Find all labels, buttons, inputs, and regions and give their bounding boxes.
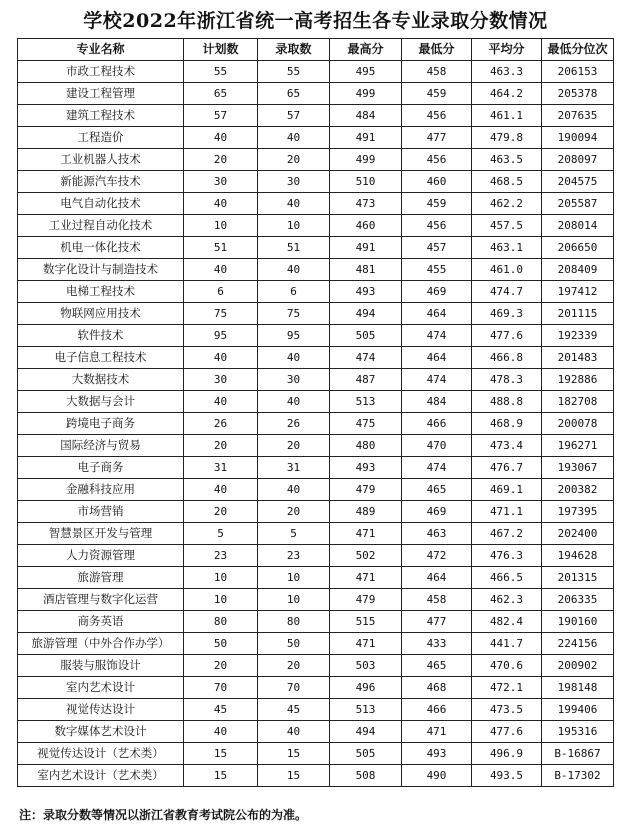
min-rank-cell: 198148 bbox=[542, 677, 614, 699]
min-rank-cell: 200382 bbox=[542, 479, 614, 501]
major-name-cell: 物联网应用技术 bbox=[18, 303, 184, 325]
admitted-count-cell: 70 bbox=[258, 677, 330, 699]
min-score-cell: 458 bbox=[402, 61, 472, 83]
table-row bbox=[18, 567, 614, 589]
max-score-cell: 481 bbox=[330, 259, 402, 281]
admitted-count-cell: 20 bbox=[258, 655, 330, 677]
major-name-cell: 服装与服饰设计 bbox=[18, 655, 184, 677]
avg-score-cell: 463.1 bbox=[472, 237, 542, 259]
admitted-count-cell: 30 bbox=[258, 369, 330, 391]
admitted-count-cell: 40 bbox=[258, 259, 330, 281]
major-name-cell: 机电一体化技术 bbox=[18, 237, 184, 259]
avg-score-cell: 470.6 bbox=[472, 655, 542, 677]
avg-score-cell: 468.9 bbox=[472, 413, 542, 435]
min-rank-cell: 197412 bbox=[542, 281, 614, 303]
major-name-cell: 软件技术 bbox=[18, 325, 184, 347]
table-row bbox=[18, 83, 614, 105]
min-rank-cell: 199406 bbox=[542, 699, 614, 721]
table-body bbox=[18, 61, 614, 787]
max-score-cell: 493 bbox=[330, 457, 402, 479]
plan-count-cell: 50 bbox=[184, 633, 258, 655]
min-score-cell: 469 bbox=[402, 281, 472, 303]
plan-count-cell: 70 bbox=[184, 677, 258, 699]
plan-count-cell: 20 bbox=[184, 149, 258, 171]
admitted-count-cell: 6 bbox=[258, 281, 330, 303]
avg-score-cell: 461.1 bbox=[472, 105, 542, 127]
min-rank-cell: 205378 bbox=[542, 83, 614, 105]
avg-score-cell: 474.7 bbox=[472, 281, 542, 303]
admitted-count-cell: 45 bbox=[258, 699, 330, 721]
plan-count-cell: 5 bbox=[184, 523, 258, 545]
table-row bbox=[18, 611, 614, 633]
plan-count-cell: 40 bbox=[184, 347, 258, 369]
min-score-cell: 463 bbox=[402, 523, 472, 545]
major-name-cell: 旅游管理（中外合作办学） bbox=[18, 633, 184, 655]
avg-score-cell: 469.3 bbox=[472, 303, 542, 325]
major-name-cell: 智慧景区开发与管理 bbox=[18, 523, 184, 545]
max-score-cell: 471 bbox=[330, 567, 402, 589]
major-name-cell: 工业过程自动化技术 bbox=[18, 215, 184, 237]
min-score-cell: 465 bbox=[402, 655, 472, 677]
min-rank-cell: 192886 bbox=[542, 369, 614, 391]
min-rank-cell: 204575 bbox=[542, 171, 614, 193]
admitted-count-cell: 15 bbox=[258, 765, 330, 787]
max-score-cell: 473 bbox=[330, 193, 402, 215]
admitted-count-cell: 40 bbox=[258, 193, 330, 215]
table-row bbox=[18, 435, 614, 457]
min-rank-cell: 205587 bbox=[542, 193, 614, 215]
major-name-cell: 电气自动化技术 bbox=[18, 193, 184, 215]
avg-score-cell: 488.8 bbox=[472, 391, 542, 413]
admitted-count-cell: 10 bbox=[258, 215, 330, 237]
major-name-cell: 商务英语 bbox=[18, 611, 184, 633]
column-header: 平均分 bbox=[472, 39, 542, 61]
max-score-cell: 495 bbox=[330, 61, 402, 83]
admitted-count-cell: 26 bbox=[258, 413, 330, 435]
avg-score-cell: 471.1 bbox=[472, 501, 542, 523]
max-score-cell: 475 bbox=[330, 413, 402, 435]
table-row bbox=[18, 61, 614, 83]
major-name-cell: 市政工程技术 bbox=[18, 61, 184, 83]
min-score-cell: 474 bbox=[402, 325, 472, 347]
table-row bbox=[18, 655, 614, 677]
max-score-cell: 513 bbox=[330, 391, 402, 413]
min-score-cell: 458 bbox=[402, 589, 472, 611]
plan-count-cell: 31 bbox=[184, 457, 258, 479]
table-row bbox=[18, 347, 614, 369]
avg-score-cell: 472.1 bbox=[472, 677, 542, 699]
min-score-cell: 457 bbox=[402, 237, 472, 259]
table-row bbox=[18, 765, 614, 787]
footnote: 注：录取分数等情况以浙江省教育考试院公布的为准。 bbox=[19, 808, 308, 822]
min-score-cell: 465 bbox=[402, 479, 472, 501]
avg-score-cell: 462.2 bbox=[472, 193, 542, 215]
admitted-count-cell: 20 bbox=[258, 501, 330, 523]
table-row bbox=[18, 237, 614, 259]
min-score-cell: 469 bbox=[402, 501, 472, 523]
table-row bbox=[18, 721, 614, 743]
min-rank-cell: 194628 bbox=[542, 545, 614, 567]
admitted-count-cell: 50 bbox=[258, 633, 330, 655]
max-score-cell: 499 bbox=[330, 83, 402, 105]
column-header: 录取数 bbox=[258, 39, 330, 61]
admitted-count-cell: 40 bbox=[258, 479, 330, 501]
min-rank-cell: 224156 bbox=[542, 633, 614, 655]
min-score-cell: 466 bbox=[402, 699, 472, 721]
table-row bbox=[18, 479, 614, 501]
major-name-cell: 旅游管理 bbox=[18, 567, 184, 589]
major-name-cell: 建设工程管理 bbox=[18, 83, 184, 105]
min-rank-cell: 200902 bbox=[542, 655, 614, 677]
max-score-cell: 503 bbox=[330, 655, 402, 677]
max-score-cell: 508 bbox=[330, 765, 402, 787]
admitted-count-cell: 20 bbox=[258, 149, 330, 171]
min-rank-cell: 208409 bbox=[542, 259, 614, 281]
avg-score-cell: 473.4 bbox=[472, 435, 542, 457]
admitted-count-cell: 75 bbox=[258, 303, 330, 325]
page-title: 学校2022年浙江省统一高考招生各专业录取分数情况 bbox=[83, 10, 548, 32]
avg-score-cell: 468.5 bbox=[472, 171, 542, 193]
min-score-cell: 477 bbox=[402, 127, 472, 149]
min-rank-cell: 182708 bbox=[542, 391, 614, 413]
avg-score-cell: 476.7 bbox=[472, 457, 542, 479]
min-score-cell: 460 bbox=[402, 171, 472, 193]
avg-score-cell: 461.0 bbox=[472, 259, 542, 281]
major-name-cell: 跨境电子商务 bbox=[18, 413, 184, 435]
max-score-cell: 493 bbox=[330, 281, 402, 303]
avg-score-cell: 476.3 bbox=[472, 545, 542, 567]
major-name-cell: 市场营销 bbox=[18, 501, 184, 523]
min-score-cell: 490 bbox=[402, 765, 472, 787]
min-rank-cell: 190094 bbox=[542, 127, 614, 149]
plan-count-cell: 15 bbox=[184, 765, 258, 787]
min-rank-cell: 196271 bbox=[542, 435, 614, 457]
table-row bbox=[18, 589, 614, 611]
min-score-cell: 474 bbox=[402, 457, 472, 479]
major-name-cell: 工业机器人技术 bbox=[18, 149, 184, 171]
min-score-cell: 464 bbox=[402, 303, 472, 325]
admitted-count-cell: 23 bbox=[258, 545, 330, 567]
avg-score-cell: 479.8 bbox=[472, 127, 542, 149]
max-score-cell: 479 bbox=[330, 479, 402, 501]
min-score-cell: 470 bbox=[402, 435, 472, 457]
min-score-cell: 459 bbox=[402, 193, 472, 215]
max-score-cell: 491 bbox=[330, 237, 402, 259]
admitted-count-cell: 40 bbox=[258, 127, 330, 149]
admitted-count-cell: 51 bbox=[258, 237, 330, 259]
column-header: 最低分 bbox=[402, 39, 472, 61]
min-rank-cell: 201115 bbox=[542, 303, 614, 325]
plan-count-cell: 57 bbox=[184, 105, 258, 127]
admitted-count-cell: 40 bbox=[258, 347, 330, 369]
avg-score-cell: 496.9 bbox=[472, 743, 542, 765]
admitted-count-cell: 10 bbox=[258, 567, 330, 589]
max-score-cell: 505 bbox=[330, 325, 402, 347]
max-score-cell: 491 bbox=[330, 127, 402, 149]
table-row bbox=[18, 149, 614, 171]
plan-count-cell: 23 bbox=[184, 545, 258, 567]
major-name-cell: 新能源汽车技术 bbox=[18, 171, 184, 193]
admitted-count-cell: 65 bbox=[258, 83, 330, 105]
table-row bbox=[18, 633, 614, 655]
avg-score-cell: 477.6 bbox=[472, 325, 542, 347]
table-row bbox=[18, 105, 614, 127]
major-name-cell: 人力资源管理 bbox=[18, 545, 184, 567]
max-score-cell: 513 bbox=[330, 699, 402, 721]
admitted-count-cell: 57 bbox=[258, 105, 330, 127]
max-score-cell: 480 bbox=[330, 435, 402, 457]
plan-count-cell: 45 bbox=[184, 699, 258, 721]
major-name-cell: 室内艺术设计（艺术类） bbox=[18, 765, 184, 787]
major-name-cell: 工程造价 bbox=[18, 127, 184, 149]
min-rank-cell: 201483 bbox=[542, 347, 614, 369]
min-score-cell: 471 bbox=[402, 721, 472, 743]
max-score-cell: 505 bbox=[330, 743, 402, 765]
plan-count-cell: 10 bbox=[184, 567, 258, 589]
table-row bbox=[18, 259, 614, 281]
min-rank-cell: 193067 bbox=[542, 457, 614, 479]
min-rank-cell: 208014 bbox=[542, 215, 614, 237]
plan-count-cell: 80 bbox=[184, 611, 258, 633]
major-name-cell: 电子信息工程技术 bbox=[18, 347, 184, 369]
table-row bbox=[18, 127, 614, 149]
table-row bbox=[18, 325, 614, 347]
table-row bbox=[18, 171, 614, 193]
plan-count-cell: 40 bbox=[184, 193, 258, 215]
admission-score-table bbox=[17, 38, 614, 787]
max-score-cell: 479 bbox=[330, 589, 402, 611]
avg-score-cell: 493.5 bbox=[472, 765, 542, 787]
min-score-cell: 456 bbox=[402, 105, 472, 127]
avg-score-cell: 469.1 bbox=[472, 479, 542, 501]
min-score-cell: 466 bbox=[402, 413, 472, 435]
avg-score-cell: 441.7 bbox=[472, 633, 542, 655]
plan-count-cell: 40 bbox=[184, 127, 258, 149]
column-header: 专业名称 bbox=[18, 39, 184, 61]
max-score-cell: 474 bbox=[330, 347, 402, 369]
major-name-cell: 大数据技术 bbox=[18, 369, 184, 391]
min-score-cell: 484 bbox=[402, 391, 472, 413]
avg-score-cell: 462.3 bbox=[472, 589, 542, 611]
admitted-count-cell: 30 bbox=[258, 171, 330, 193]
avg-score-cell: 477.6 bbox=[472, 721, 542, 743]
min-score-cell: 464 bbox=[402, 567, 472, 589]
min-score-cell: 455 bbox=[402, 259, 472, 281]
max-score-cell: 494 bbox=[330, 303, 402, 325]
max-score-cell: 496 bbox=[330, 677, 402, 699]
admitted-count-cell: 80 bbox=[258, 611, 330, 633]
plan-count-cell: 20 bbox=[184, 501, 258, 523]
plan-count-cell: 40 bbox=[184, 259, 258, 281]
table-row bbox=[18, 743, 614, 765]
min-rank-cell: 208097 bbox=[542, 149, 614, 171]
plan-count-cell: 30 bbox=[184, 171, 258, 193]
min-rank-cell: 202400 bbox=[542, 523, 614, 545]
major-name-cell: 国际经济与贸易 bbox=[18, 435, 184, 457]
table-row bbox=[18, 501, 614, 523]
admitted-count-cell: 5 bbox=[258, 523, 330, 545]
min-rank-cell: 201315 bbox=[542, 567, 614, 589]
min-rank-cell: 206335 bbox=[542, 589, 614, 611]
min-rank-cell: 206153 bbox=[542, 61, 614, 83]
avg-score-cell: 464.2 bbox=[472, 83, 542, 105]
table-row bbox=[18, 303, 614, 325]
plan-count-cell: 6 bbox=[184, 281, 258, 303]
avg-score-cell: 457.5 bbox=[472, 215, 542, 237]
plan-count-cell: 10 bbox=[184, 215, 258, 237]
min-rank-cell: 190160 bbox=[542, 611, 614, 633]
table-header-row bbox=[18, 39, 614, 61]
major-name-cell: 大数据与会计 bbox=[18, 391, 184, 413]
max-score-cell: 502 bbox=[330, 545, 402, 567]
admitted-count-cell: 15 bbox=[258, 743, 330, 765]
admitted-count-cell: 20 bbox=[258, 435, 330, 457]
min-score-cell: 472 bbox=[402, 545, 472, 567]
admitted-count-cell: 10 bbox=[258, 589, 330, 611]
max-score-cell: 489 bbox=[330, 501, 402, 523]
table-row bbox=[18, 391, 614, 413]
min-score-cell: 433 bbox=[402, 633, 472, 655]
min-score-cell: 459 bbox=[402, 83, 472, 105]
major-name-cell: 酒店管理与数字化运营 bbox=[18, 589, 184, 611]
column-header: 计划数 bbox=[184, 39, 258, 61]
plan-count-cell: 20 bbox=[184, 655, 258, 677]
min-rank-cell: 195316 bbox=[542, 721, 614, 743]
min-score-cell: 456 bbox=[402, 215, 472, 237]
avg-score-cell: 478.3 bbox=[472, 369, 542, 391]
avg-score-cell: 466.5 bbox=[472, 567, 542, 589]
major-name-cell: 建筑工程技术 bbox=[18, 105, 184, 127]
plan-count-cell: 40 bbox=[184, 479, 258, 501]
plan-count-cell: 26 bbox=[184, 413, 258, 435]
min-rank-cell: 206650 bbox=[542, 237, 614, 259]
plan-count-cell: 15 bbox=[184, 743, 258, 765]
plan-count-cell: 55 bbox=[184, 61, 258, 83]
table-row bbox=[18, 281, 614, 303]
min-rank-cell: B-16867 bbox=[542, 743, 614, 765]
plan-count-cell: 65 bbox=[184, 83, 258, 105]
avg-score-cell: 473.5 bbox=[472, 699, 542, 721]
major-name-cell: 数字媒体艺术设计 bbox=[18, 721, 184, 743]
plan-count-cell: 30 bbox=[184, 369, 258, 391]
major-name-cell: 金融科技应用 bbox=[18, 479, 184, 501]
max-score-cell: 484 bbox=[330, 105, 402, 127]
major-name-cell: 电梯工程技术 bbox=[18, 281, 184, 303]
admitted-count-cell: 31 bbox=[258, 457, 330, 479]
plan-count-cell: 40 bbox=[184, 391, 258, 413]
major-name-cell: 视觉传达设计（艺术类） bbox=[18, 743, 184, 765]
plan-count-cell: 40 bbox=[184, 721, 258, 743]
max-score-cell: 487 bbox=[330, 369, 402, 391]
min-score-cell: 456 bbox=[402, 149, 472, 171]
min-score-cell: 474 bbox=[402, 369, 472, 391]
plan-count-cell: 51 bbox=[184, 237, 258, 259]
major-name-cell: 视觉传达设计 bbox=[18, 699, 184, 721]
max-score-cell: 460 bbox=[330, 215, 402, 237]
admitted-count-cell: 40 bbox=[258, 721, 330, 743]
table-row bbox=[18, 523, 614, 545]
min-score-cell: 493 bbox=[402, 743, 472, 765]
min-rank-cell: 200078 bbox=[542, 413, 614, 435]
table-row bbox=[18, 193, 614, 215]
max-score-cell: 499 bbox=[330, 149, 402, 171]
table-row bbox=[18, 545, 614, 567]
column-header: 最低分位次 bbox=[542, 39, 614, 61]
avg-score-cell: 482.4 bbox=[472, 611, 542, 633]
plan-count-cell: 10 bbox=[184, 589, 258, 611]
table-row bbox=[18, 413, 614, 435]
avg-score-cell: 463.5 bbox=[472, 149, 542, 171]
table-row bbox=[18, 369, 614, 391]
max-score-cell: 494 bbox=[330, 721, 402, 743]
avg-score-cell: 467.2 bbox=[472, 523, 542, 545]
admitted-count-cell: 95 bbox=[258, 325, 330, 347]
plan-count-cell: 75 bbox=[184, 303, 258, 325]
major-name-cell: 数字化设计与制造技术 bbox=[18, 259, 184, 281]
admitted-count-cell: 55 bbox=[258, 61, 330, 83]
table-row bbox=[18, 457, 614, 479]
max-score-cell: 510 bbox=[330, 171, 402, 193]
table-row bbox=[18, 215, 614, 237]
admitted-count-cell: 40 bbox=[258, 391, 330, 413]
avg-score-cell: 466.8 bbox=[472, 347, 542, 369]
avg-score-cell: 463.3 bbox=[472, 61, 542, 83]
min-score-cell: 477 bbox=[402, 611, 472, 633]
min-score-cell: 468 bbox=[402, 677, 472, 699]
min-score-cell: 464 bbox=[402, 347, 472, 369]
table-row bbox=[18, 699, 614, 721]
min-rank-cell: B-17302 bbox=[542, 765, 614, 787]
min-rank-cell: 197395 bbox=[542, 501, 614, 523]
max-score-cell: 471 bbox=[330, 633, 402, 655]
major-name-cell: 电子商务 bbox=[18, 457, 184, 479]
major-name-cell: 室内艺术设计 bbox=[18, 677, 184, 699]
max-score-cell: 471 bbox=[330, 523, 402, 545]
max-score-cell: 515 bbox=[330, 611, 402, 633]
plan-count-cell: 20 bbox=[184, 435, 258, 457]
min-rank-cell: 207635 bbox=[542, 105, 614, 127]
plan-count-cell: 95 bbox=[184, 325, 258, 347]
min-rank-cell: 192339 bbox=[542, 325, 614, 347]
table-row bbox=[18, 677, 614, 699]
column-header: 最高分 bbox=[330, 39, 402, 61]
